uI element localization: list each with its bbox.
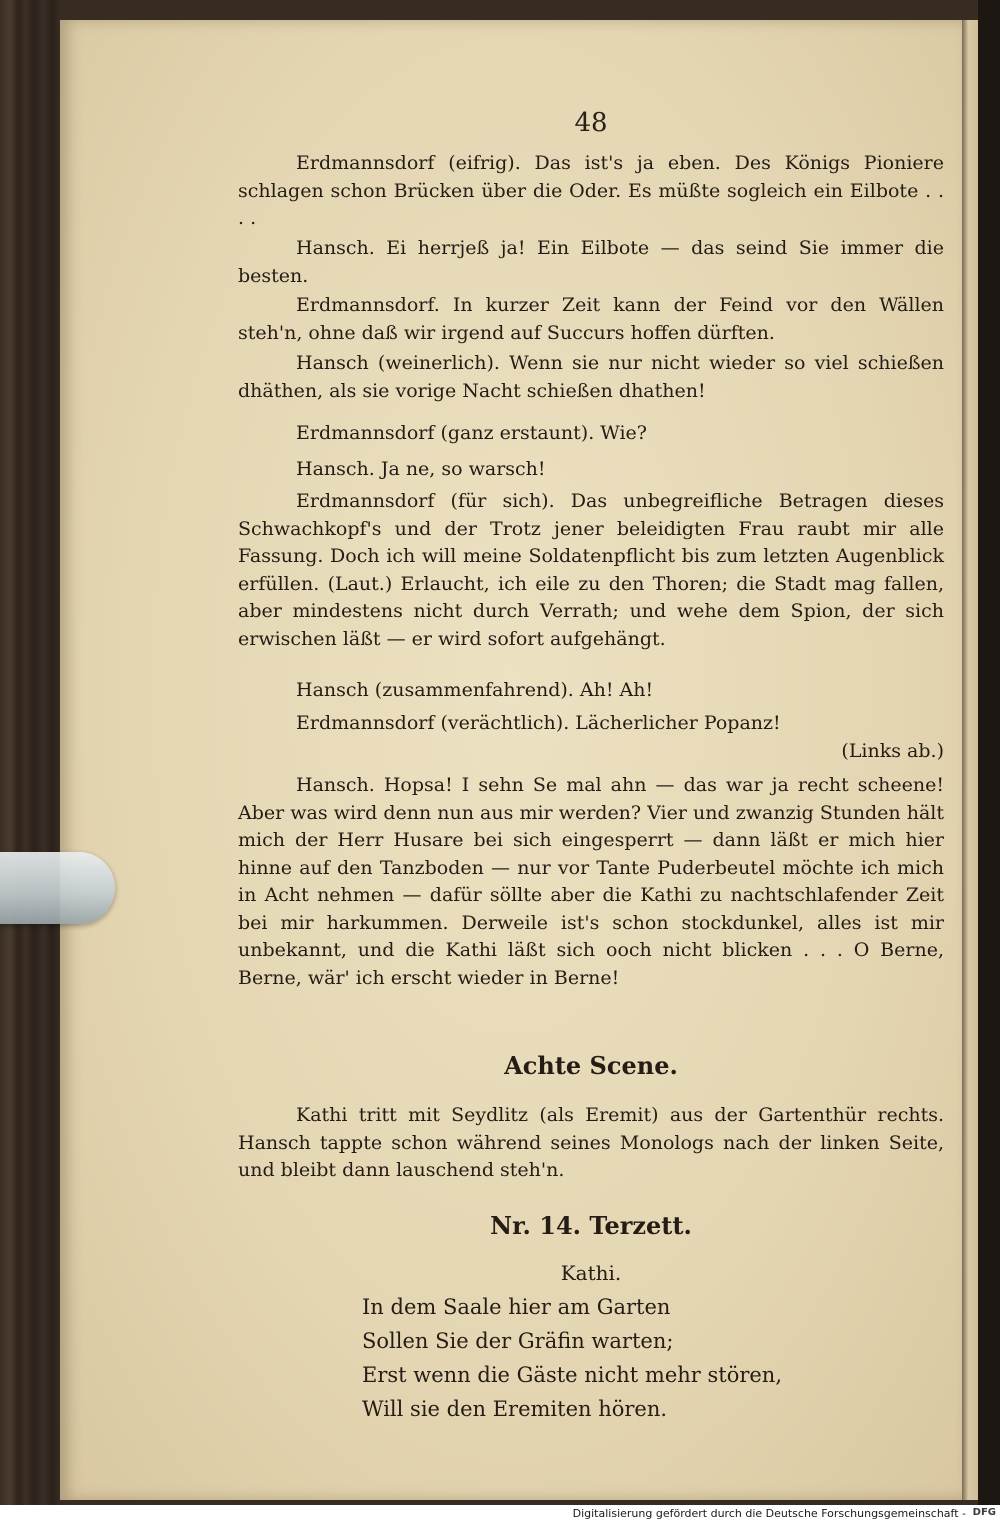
paragraph-5: Erdmannsdorf (ganz erstaunt). Wie? <box>296 422 647 444</box>
paragraph-9: Erdmannsdorf (verächtlich). Lächerlicher Popanz! <box>296 712 781 734</box>
dfg-logo: DFG <box>972 1507 996 1518</box>
stage-exit: (Links ab.) <box>841 740 944 762</box>
book-edge <box>978 0 1000 1505</box>
verse-line-1: In dem Saale hier am Garten <box>362 1295 671 1319</box>
speaker-name: Kathi. <box>560 1261 622 1285</box>
paragraph-1: Erdmannsdorf (eifrig). Das ist's ja eben. Des Königs Pioniere schlagen schon Brücken über die Oder. Es müßte sogleich ein Eilbote . . . . <box>238 152 944 229</box>
book-page <box>60 20 962 1500</box>
verse-line-4: Will sie den Eremiten hören. <box>362 1397 668 1421</box>
scene-heading: Achte Scene. <box>504 1051 678 1080</box>
verse-line-3: Erst wenn die Gäste nicht mehr stören, <box>362 1363 783 1387</box>
paragraph-6: Hansch. Ja ne, so warsch! <box>296 458 546 480</box>
footer-bar <box>0 1505 1000 1522</box>
paragraph-7: Erdmannsdorf (für sich). Das unbegreifliche Betragen dieses Schwachkopf's und der Trotz jener beleidigten Frau raubt mir alle Fassung. Doch ich will meine Soldatenpflicht bis zum letzten Augenblick erfüllen. (Laut.) Erlaucht, ich eile zu den Thoren; die Stadt mag fallen, aber mindestens nicht durch Verrath; und wehe dem Spion, der sich erwischen läßt — er wird sofort aufgehängt. <box>238 490 944 650</box>
bookmark-tab <box>0 852 115 924</box>
paragraph-10: Hansch. Hopsa! I sehn Se mal ahn — das war ja recht scheene! Aber was wird denn nun aus mir werden? Vier und zwanzig Stunden hält mich der Herr Husare bei sich eingesperrt — dann läßt er mich hier hinne auf den Tanzboden — nur vor Tante Puderbeutel möchte ich mich in Acht nehmen — dafür söllte aber die Kathi zu nachtschlafender Zeit bei mir harkummen. Derweile ist's schon stockdunkel, alles ist mir unbekannt, und die Kathi läßt sich ooch nicht blicken . . . O Berne, Berne, wär' ich erscht wieder in Berne! <box>238 774 944 989</box>
verse-line-2: Sollen Sie der Gräfin warten; <box>362 1329 674 1353</box>
number-heading: Nr. 14. Terzett. <box>490 1211 692 1240</box>
footer-text: Digitalisierung gefördert durch die Deutsche Forschungsgemeinschaft - <box>572 1507 966 1520</box>
paragraph-3: Erdmannsdorf. In kurzer Zeit kann der Feind vor den Wällen steh'n, ohne daß wir irgend auf Succurs hoffen dürften. <box>238 294 944 344</box>
stage-direction: Kathi tritt mit Seydlitz (als Eremit) aus der Gartenthür rechts. Hansch tappte schon während seines Monologs nach der linken Seite, und bleibt dann lauschend steh'n. <box>238 1104 944 1181</box>
next-page-edge <box>962 20 978 1500</box>
paragraph-4: Hansch (weinerlich). Wenn sie nur nicht wieder so viel schießen dhäthen, als sie vorige Nacht schießen dhathen! <box>238 352 944 402</box>
page-number: 48 <box>574 108 608 138</box>
paragraph-2: Hansch. Ei herrjeß ja! Ein Eilbote — das seind Sie immer die besten. <box>238 237 944 287</box>
paragraph-8: Hansch (zusammenfahrend). Ah! Ah! <box>296 679 654 701</box>
